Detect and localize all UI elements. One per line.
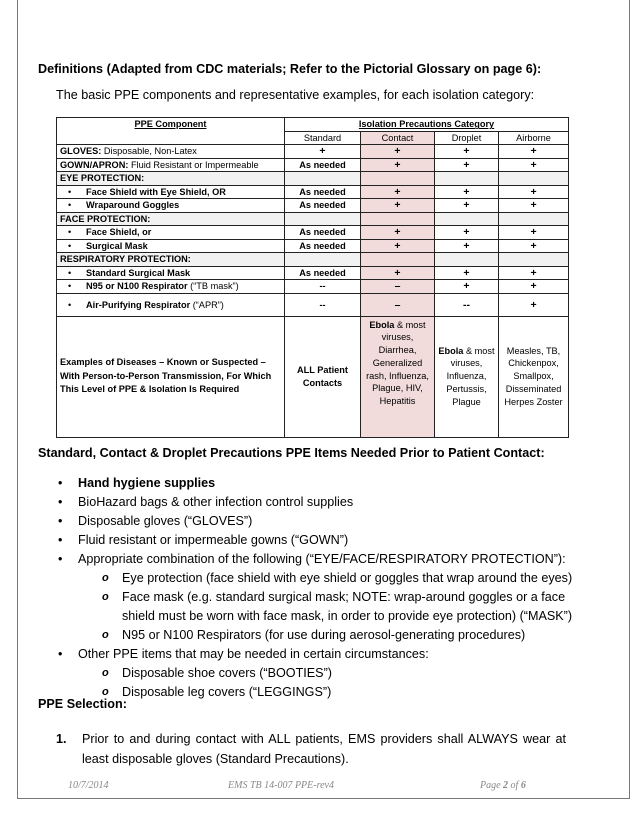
cat-standard: Standard	[285, 131, 361, 145]
item-number: 1.	[56, 732, 67, 746]
cell-airborne: +	[499, 239, 569, 253]
cell-airborne: +	[499, 266, 569, 280]
page-prefix: Page	[480, 780, 501, 791]
table-row: • Air-Purifying Respirator (“APR”) -- – -- +	[57, 293, 569, 316]
table-row	[57, 145, 569, 159]
cell-airborne: +	[499, 293, 569, 316]
list-item: • BioHazard bags & other infection control supplies	[58, 495, 354, 509]
item-text-cont: shield must be worn with face mask, in order to provide eye protection) (“MASK”)	[122, 609, 573, 623]
row-label: Air-Purifying Respirator	[86, 299, 191, 310]
cell-droplet: +	[435, 239, 499, 253]
row-label: Standard Surgical Mask	[86, 267, 191, 278]
cell-standard: --	[285, 280, 361, 294]
table-row	[57, 172, 569, 186]
row-label: EYE PROTECTION:	[60, 173, 145, 184]
cell-airborne: +	[499, 280, 569, 294]
sub-list-item: o N95 or N100 Respirators (for use during aerosol-generating procedures)	[102, 628, 526, 642]
examples-standard: ALL Patient Contacts	[285, 316, 361, 437]
item-text: Disposable leg covers (“LEGGINGS”)	[122, 685, 332, 699]
page-total: 6	[520, 780, 526, 791]
row-label: Face Shield with Eye Shield, OR	[86, 186, 226, 197]
cell-contact: –	[361, 293, 435, 316]
cell-standard: As needed	[285, 226, 361, 240]
row-label: FACE PROTECTION:	[60, 213, 151, 224]
cell-airborne: +	[499, 226, 569, 240]
table-row	[57, 158, 569, 172]
selection-item-1	[56, 729, 566, 769]
sub-list-item: o Face mask (e.g. standard surgical mask; NOTE: wrap-around goggles or a face shield must be worn with face mask, in order to provide eye protection) (“MASK”)	[102, 590, 573, 623]
cell-standard: --	[285, 293, 361, 316]
ebola-label: Ebola	[438, 345, 464, 356]
cell-contact: +	[361, 145, 435, 159]
ppe-items-list	[56, 474, 572, 702]
examples-airborne: Measles, TB, Chickenpox, Smallpox, Disseminated Herpes Zoster	[499, 316, 569, 437]
footer-doc-id: EMS TB 14-007 PPE-rev4	[228, 780, 334, 791]
cell-contact: –	[361, 280, 435, 294]
examples-droplet	[435, 316, 499, 437]
cell-standard: As needed	[285, 158, 361, 172]
cell-contact: +	[361, 226, 435, 240]
cell-standard: As needed	[285, 185, 361, 199]
cell-droplet: +	[435, 280, 499, 294]
cell-standard: As needed	[285, 266, 361, 280]
table-row: • Face Shield with Eye Shield, OR As needed + + +	[57, 185, 569, 199]
sub-list-item: o Eye protection (face shield with eye shield or goggles that wrap around the eyes)	[102, 571, 573, 585]
col-ppe-component: PPE Component	[57, 118, 285, 145]
cell-airborne: +	[499, 158, 569, 172]
cat-droplet: Droplet	[435, 131, 499, 145]
table-row	[57, 212, 569, 226]
examples-label: Examples of Diseases – Known or Suspected – With Person-to-Person Transmission, For Which This Level of PPE & Isolation Is Required	[57, 316, 285, 437]
cell-airborne: +	[499, 199, 569, 213]
cell-standard: +	[285, 145, 361, 159]
row-note: Disposable, Non-Latex	[101, 146, 197, 157]
item-text: Hand hygiene supplies	[78, 476, 216, 490]
list-item: • Other PPE items that may be needed in certain circumstances: o Disposable shoe covers (“BOOTIES”) o Disposable leg covers (“LEGGINGS”)	[56, 645, 572, 702]
cell-standard: As needed	[285, 239, 361, 253]
cell-droplet: +	[435, 266, 499, 280]
item-text: N95 or N100 Respirators (for use during aerosol-generating procedures)	[122, 628, 526, 642]
row-label: Surgical Mask	[86, 240, 148, 251]
selection-text: Prior to and during contact with ALL patients, EMS providers shall ALWAYS wear at least disposable gloves (Standard Precautions).	[82, 732, 566, 766]
list-item: • Hand hygiene supplies	[58, 476, 216, 490]
cat-contact: Contact	[361, 131, 435, 145]
list-item: • Appropriate combination of the following (“EYE/FACE/RESPIRATORY PROTECTION”): o Eye protection (face shield with eye shield or goggles that wrap around the eyes) o Face mask (e.g. standard surgical mask; NOTE: wrap-around goggles or a face shield must be worn with face mask, in order to provide eye protection) (“MASK”) o N95 or N100 Respirators (for use during aerosol-generating procedures)	[56, 550, 572, 645]
cell-droplet: +	[435, 158, 499, 172]
cell-droplet: +	[435, 185, 499, 199]
row-label: N95 or N100 Respirator	[86, 281, 188, 292]
row-label: GLOVES:	[60, 146, 102, 157]
item-text: Appropriate combination of the following (“EYE/FACE/RESPIRATORY PROTECTION”):	[78, 552, 566, 566]
footer-page	[480, 780, 526, 791]
footer-date: 10/7/2014	[68, 780, 109, 791]
row-note: Fluid Resistant or Impermeable	[128, 159, 259, 170]
cell-contact: +	[361, 158, 435, 172]
row-note: (“APR”)	[190, 299, 224, 310]
item-text: Fluid resistant or impermeable gowns (“GOWN”)	[78, 533, 349, 547]
sub-list-item: o Disposable shoe covers (“BOOTIES”)	[102, 666, 332, 680]
cell-contact: +	[361, 199, 435, 213]
cell-contact: +	[361, 185, 435, 199]
table-row	[57, 253, 569, 267]
ppe-table	[56, 117, 569, 438]
table-row: • Standard Surgical Mask As needed + + +	[57, 266, 569, 280]
table-row: • Surgical Mask As needed + + +	[57, 239, 569, 253]
cell-droplet: +	[435, 145, 499, 159]
cell-droplet: --	[435, 293, 499, 316]
item-text: Other PPE items that may be needed in certain circumstances:	[78, 647, 429, 661]
contact-diseases: & most viruses, Diarrhea, Generalized rash, Influenza, Plague, HIV, Hepatitis	[366, 319, 429, 407]
cell-contact: +	[361, 266, 435, 280]
cell-standard: As needed	[285, 199, 361, 213]
cell-droplet: +	[435, 226, 499, 240]
cell-contact: +	[361, 239, 435, 253]
row-label: RESPIRATORY PROTECTION:	[60, 254, 191, 265]
table-row: • Wraparound Goggles As needed + + +	[57, 199, 569, 213]
row-label: GOWN/APRON:	[60, 159, 129, 170]
item-text: Disposable gloves (“GLOVES”)	[78, 514, 253, 528]
row-label: Face Shield, or	[86, 227, 152, 238]
col-isolation-category: Isolation Precautions Category	[285, 118, 569, 132]
row-label: Wraparound Goggles	[86, 200, 180, 211]
page-number: 2	[503, 780, 509, 791]
page-of: of	[510, 780, 519, 791]
droplet-diseases: & most viruses, Influenza, Pertussis, Plague	[446, 345, 495, 407]
selection-heading: PPE Selection:	[38, 697, 127, 711]
ebola-label: Ebola	[369, 319, 395, 330]
sub-list	[78, 664, 572, 702]
sub-list	[78, 569, 572, 645]
examples-row	[57, 316, 569, 437]
table-row: • N95 or N100 Respirator (“TB mask”) -- – + +	[57, 280, 569, 294]
cell-droplet: +	[435, 199, 499, 213]
table-header-row	[57, 118, 569, 132]
item-text: BioHazard bags & other infection control supplies	[78, 495, 354, 509]
item-text: Disposable shoe covers (“BOOTIES”)	[122, 666, 332, 680]
item-text: Face mask (e.g. standard surgical mask; NOTE: wrap-around goggles or a face	[122, 590, 566, 604]
definitions-heading: Definitions (Adapted from CDC materials; Refer to the Pictorial Glossary on page 6):	[38, 62, 542, 76]
cat-airborne: Airborne	[499, 131, 569, 145]
list-item: • Disposable gloves (“GLOVES”)	[58, 514, 253, 528]
intro-text: The basic PPE components and representative examples, for each isolation category:	[56, 88, 535, 102]
precautions-heading: Standard, Contact & Droplet Precautions PPE Items Needed Prior to Patient Contact:	[38, 446, 545, 460]
table-row: • Face Shield, or As needed + + +	[57, 226, 569, 240]
cell-airborne: +	[499, 145, 569, 159]
sub-list-item: o Disposable leg covers (“LEGGINGS”)	[102, 685, 332, 699]
row-note: (“TB mask”)	[187, 281, 239, 292]
cell-airborne: +	[499, 185, 569, 199]
examples-contact	[361, 316, 435, 437]
item-text: Eye protection (face shield with eye shield or goggles that wrap around the eyes)	[122, 571, 573, 585]
list-item: • Fluid resistant or impermeable gowns (“GOWN”)	[58, 533, 349, 547]
